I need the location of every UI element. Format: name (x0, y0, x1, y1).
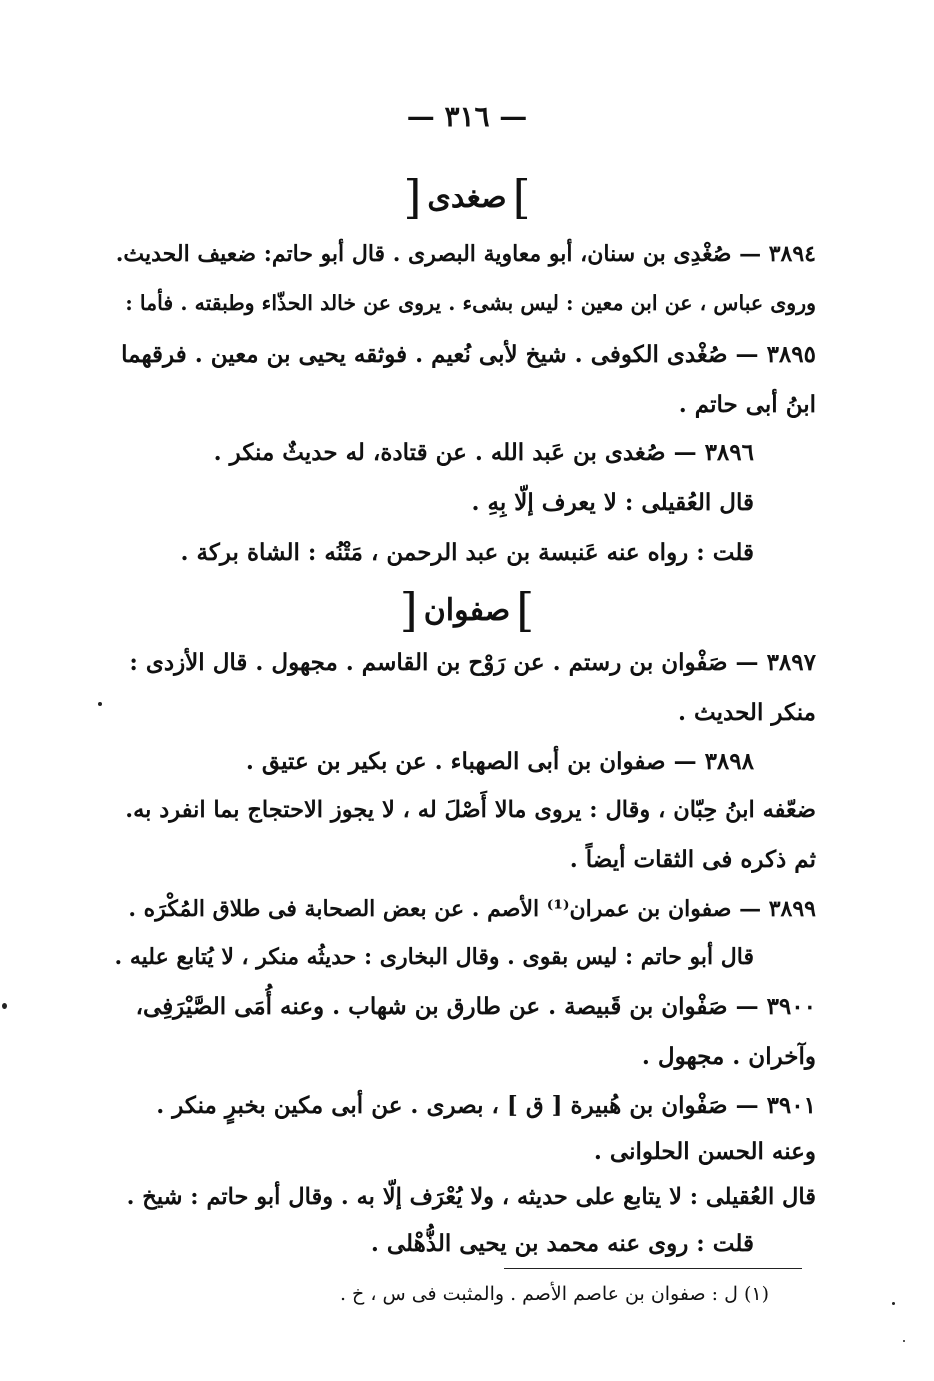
entry-line: ٣٩٠٠ — صَفْوان بن قَبيصة . عن طارق بن شهاب . وعنه أُمَى الصَّيْرَفِى، (135, 993, 816, 1020)
entry-line: ٣٨٩٧ — صَفْوان بن رستم . عن رَوْح بن القاسم . مجهول . قال الأزدى : (129, 649, 816, 676)
entry-line: وروى عباس ، عن ابن معين : ليس بشىء . يروى عن خالد الحذّاء وطبقته . فأما : (125, 291, 816, 315)
scan-speck (892, 1302, 895, 1305)
footnote: (١) ل : صفوان بن عاصم الأصم . والمثبت فى س ، خ . (339, 1283, 769, 1305)
entry-line: منكر الحديث . (678, 699, 816, 726)
entry-line: قال العُقيلى : لا يتابع على حديثه ، ولا يُعْرَف إلّا به . وقال أبو حاتم : شيخ . (126, 1184, 816, 1210)
entry-line: قلت : رواه عنه عَنبسة بن عبد الرحمن ، مَتْنُه : الشاة بركة . (180, 539, 754, 566)
bracket-close: [ (399, 583, 418, 637)
bracket-open: ] (516, 583, 535, 637)
entry-line: ٣٨٩٦ — صُغدى بن عَبد الله . عن قتادة، له حديثٌ منكر . (213, 439, 754, 466)
entry-line: ٣٨٩٨ — صفوان بن أبى الصهباء . عن بكير بن عتيق . (245, 748, 754, 775)
entry-line: قال العُقيلى : لا يعرف إلّا بِهِ . (471, 489, 754, 516)
scan-speck (98, 702, 102, 706)
entry-line: قال أبو حاتم : ليس بقوى . وقال البخارى : حديثُه منكر ، لا يُتابع عليه . (114, 944, 754, 970)
scan-speck (903, 1340, 905, 1342)
entry-line: ابنُ أبى حاتم . (678, 391, 816, 418)
bracket-open: ] (512, 170, 531, 224)
section-heading-text: صغدى (427, 179, 507, 215)
entry-line: ٣٨٩٩ — صفوان بن عمران⁽¹⁾ الأصم . عن بعض الصحابة فى طلاق المُكْرَه . (128, 896, 816, 922)
section-heading-safwan (0, 583, 934, 637)
entry-line: وآخران . مجهول . (641, 1043, 816, 1070)
footnote-divider (504, 1268, 802, 1269)
entry-line: ضعّفه ابنُ حِبّان ، وقال : يروى مالا أَصْلَ له ، لا يجوز الاحتجاج بما انفرد به. (125, 797, 816, 823)
scan-speck (2, 1003, 7, 1009)
entry-line: قلت : روى عنه محمد بن يحيى الذُّهْلى . (370, 1230, 754, 1257)
section-heading-text: صفوان (423, 592, 511, 628)
entry-line: ثم ذكره فى الثقات أيضاً . (569, 846, 816, 873)
section-heading-sughdi (0, 170, 934, 224)
bracket-close: [ (403, 170, 422, 224)
entry-line: ٣٩٠١ — صَفْوان بن هُبيرة [ ق ] ، بصرى . عن أبى مكين بخبرٍ منكر . (156, 1092, 816, 1119)
entry-line: وعنه الحسن الحلوانى . (593, 1138, 816, 1165)
entry-line: ٣٨٩٤ — صُغْدِى بن سنان، أبو معاوية البصرى . قال أبو حاتم: ضعيف الحديث. (115, 241, 816, 267)
entry-line: ٣٨٩٥ — صُغْدى الكوفى . شيخ لأبى نُعيم . فوثقه يحيى بن معين . فرقهما (121, 341, 816, 368)
page-number: — ٣١٦ — (406, 100, 528, 133)
